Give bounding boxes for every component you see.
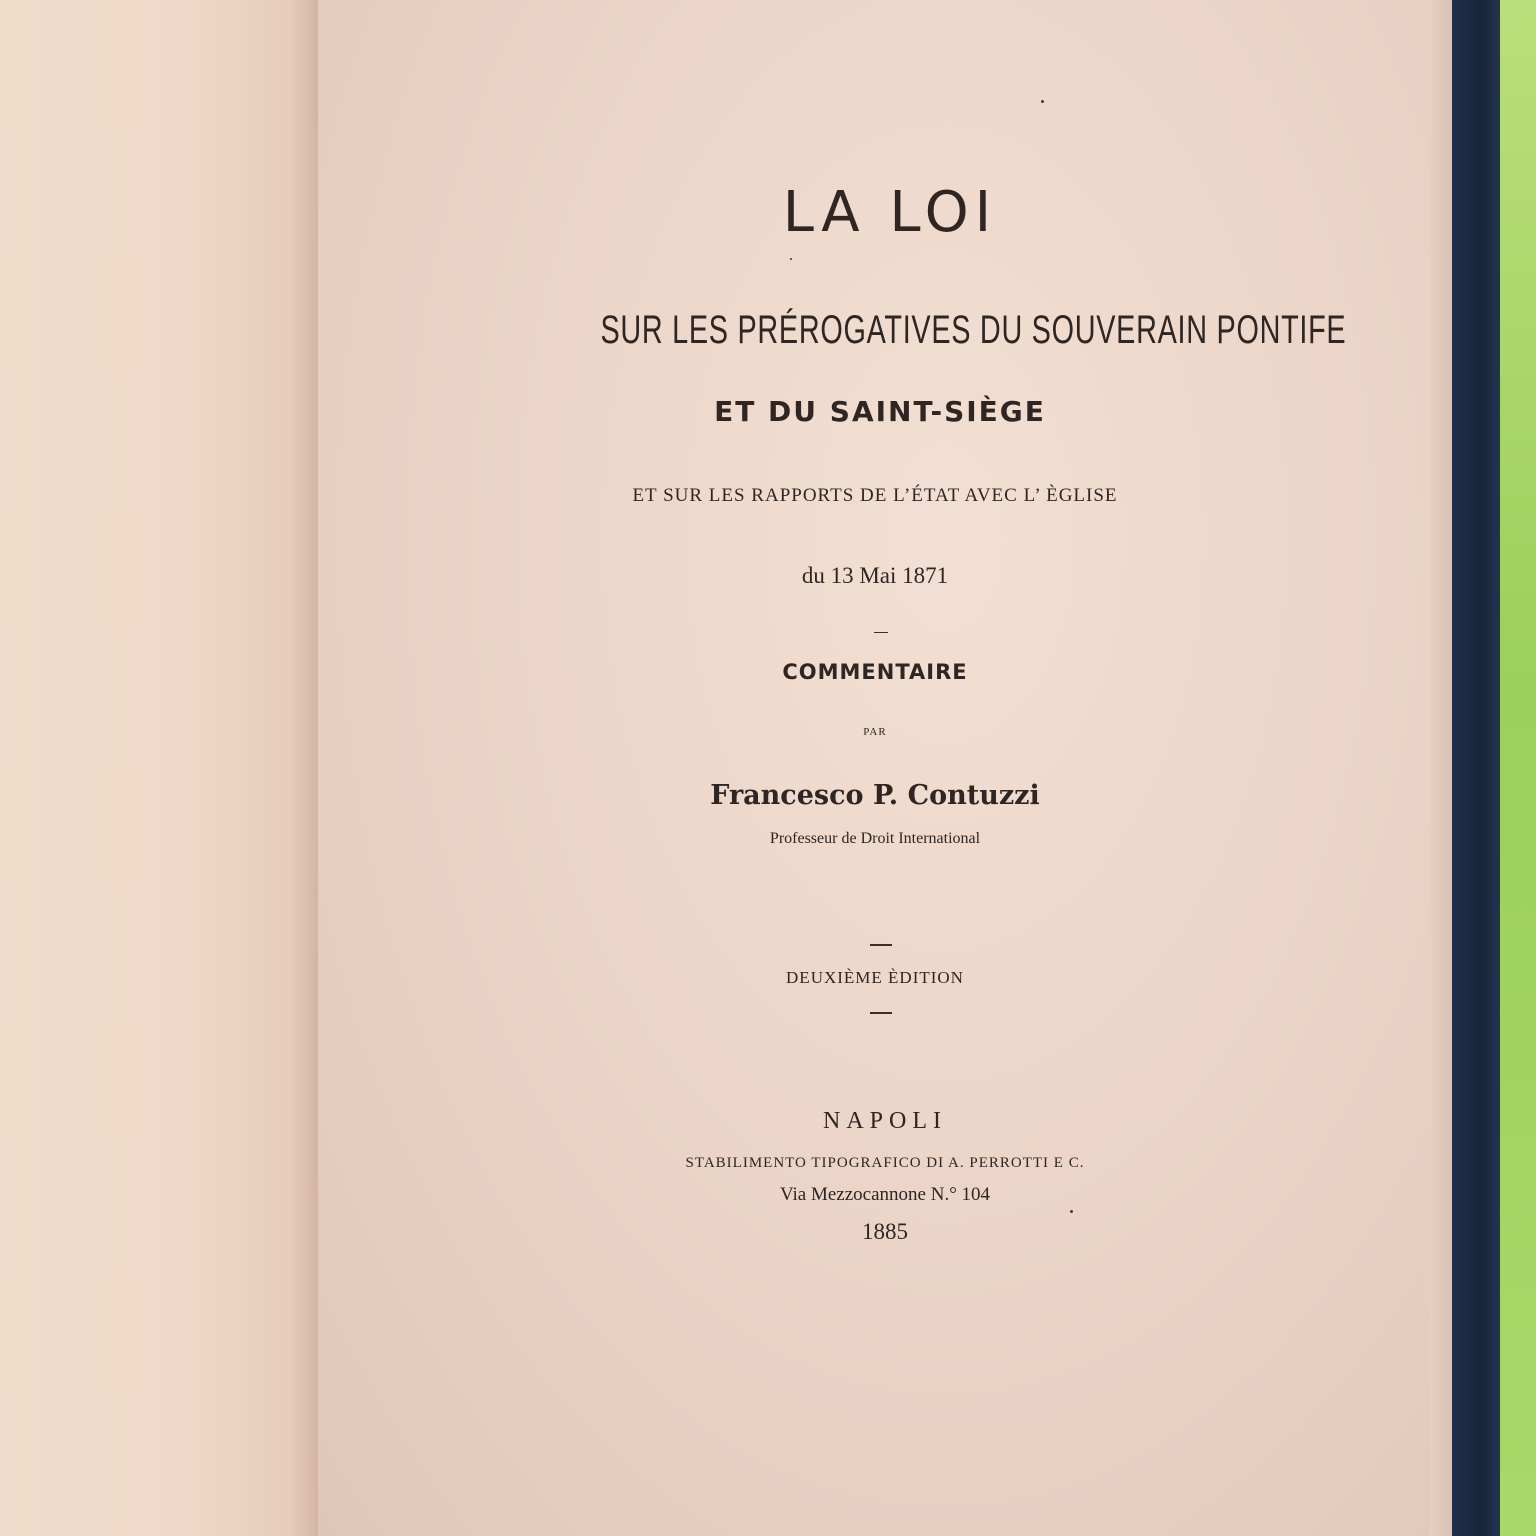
paper-speck — [1041, 100, 1044, 103]
background-wall — [1500, 0, 1536, 1536]
divider-top — [870, 944, 892, 946]
left-page — [0, 0, 320, 1536]
paper-speck — [1070, 1210, 1073, 1213]
subtitle-rapports: ET SUR LES RAPPORTS DE L’ÉTAT AVEC L’ ÈGLISE — [632, 485, 1118, 506]
commentary-heading: COMMENTAIRE — [782, 660, 968, 684]
subtitle-saint-siege: ET DU SAINT-SIÈGE — [714, 395, 1046, 428]
imprint-city: NAPOLI — [823, 1108, 947, 1134]
imprint-printer: STABILIMENTO TIPOGRAFICO DI A. PERROTTI E C. — [685, 1155, 1085, 1171]
imprint-address: Via Mezzocannone N.° 104 — [779, 1184, 991, 1205]
author-title: Professeur de Droit International — [769, 830, 981, 847]
subtitle-prerogatives: SUR LES PRÉROGATIVES DU SOUVERAIN PONTIFE — [600, 308, 1347, 352]
paper-speck — [790, 258, 792, 260]
by-label: PAR — [863, 726, 887, 738]
edition-label: DEUXIÈME ÈDITION — [786, 968, 964, 987]
divider-bottom — [870, 1012, 892, 1014]
book-cover — [1452, 0, 1502, 1536]
law-date: du 13 Mai 1871 — [801, 563, 949, 588]
book-title: LA LOI — [782, 180, 998, 245]
author-name: Francesco P. Contuzzi — [710, 780, 1040, 811]
divider-short — [874, 632, 888, 633]
imprint-year: 1885 — [862, 1219, 908, 1244]
